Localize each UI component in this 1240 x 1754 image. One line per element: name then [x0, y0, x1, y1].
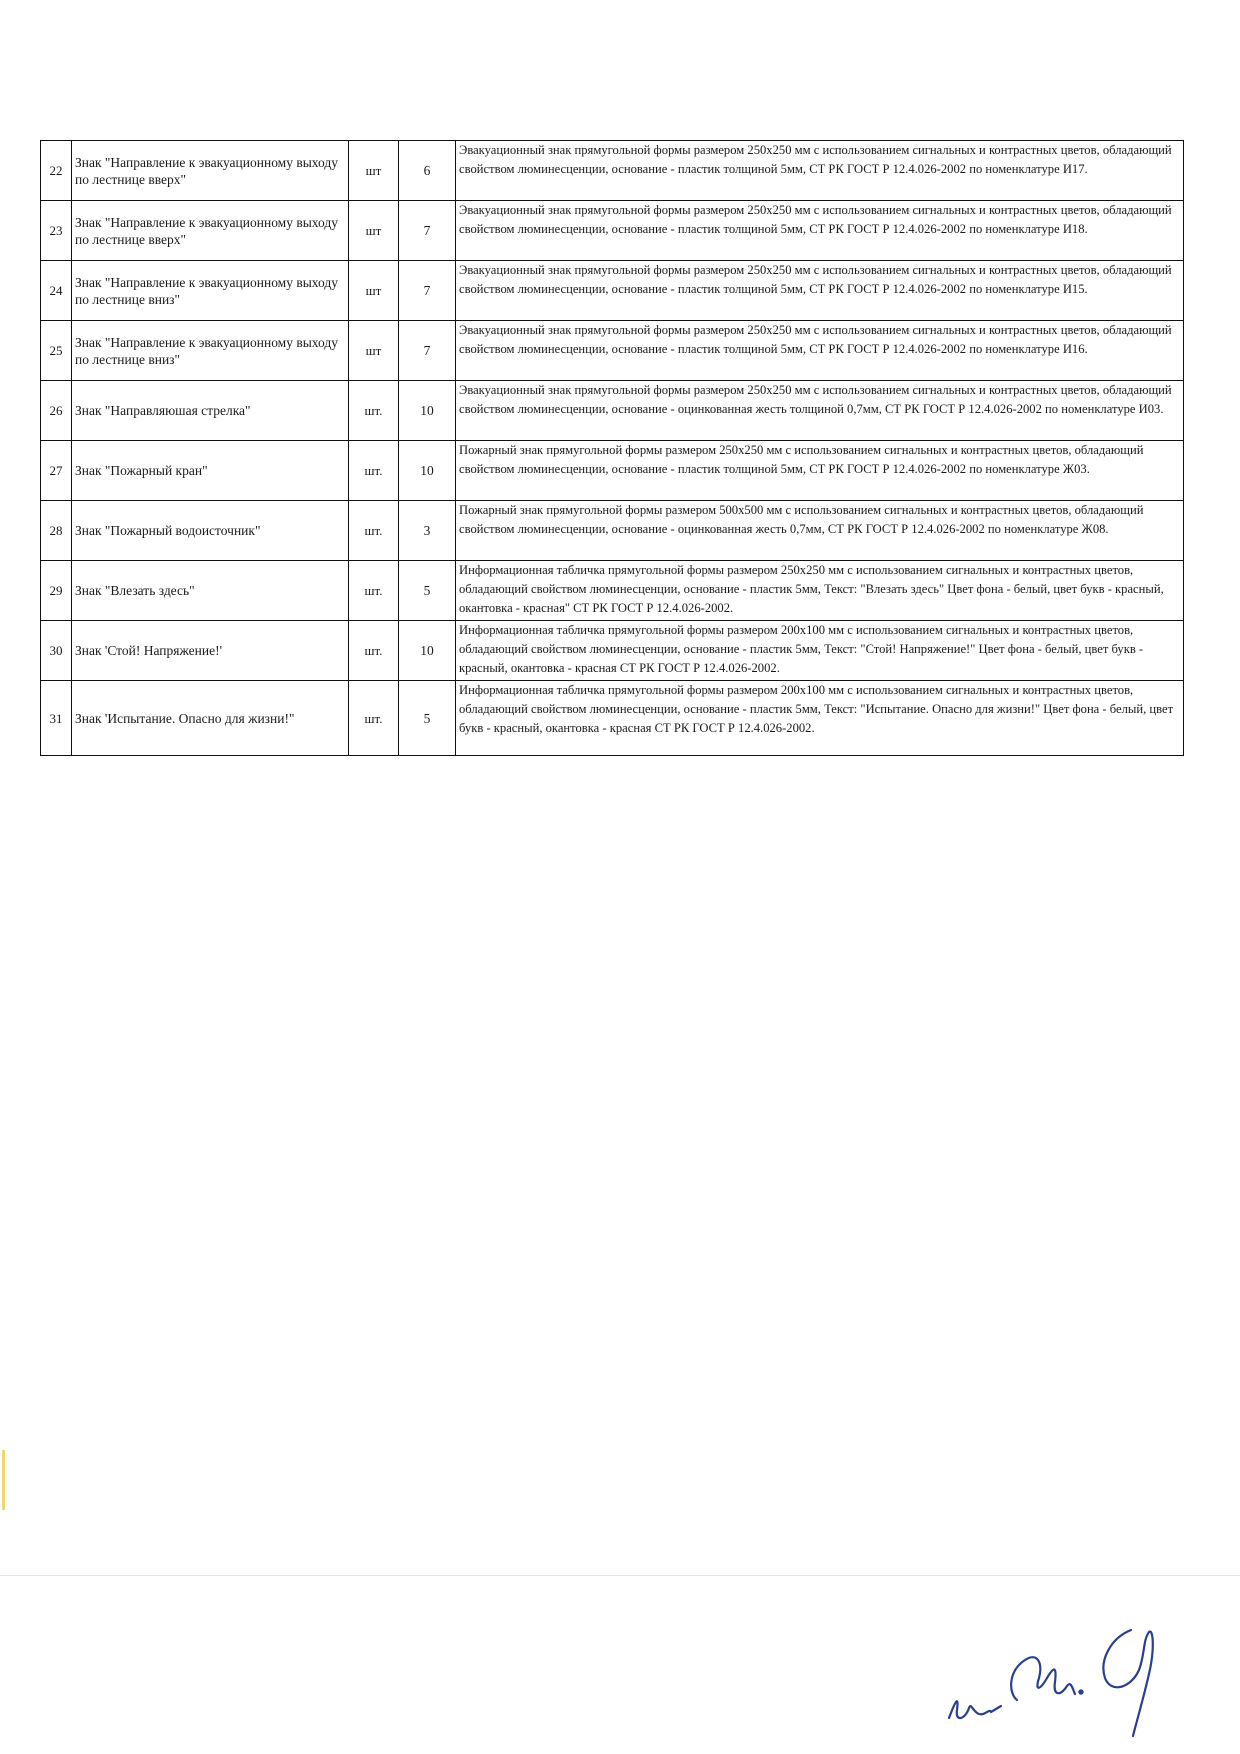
item-name: Знак "Направление к эвакуационному выходу по лестнице вниз": [72, 321, 349, 381]
quantity-cell: 5: [399, 561, 456, 621]
description-cell: Эвакуационный знак прямугольной формы размером 250х250 мм с использованием сигнальных и контрастных цветов, обладающий свойством люминесценции, основание - пластик толщиной 5мм, СТ РК ГОСТ Р 12.4.026-2002 по номенклатуре И18.: [456, 201, 1184, 261]
unit-cell: шт: [349, 321, 399, 381]
row-number: 30: [41, 621, 72, 681]
description-cell: Информационная табличка прямугольной формы размером 200х100 мм с использованием сигнальных и контрастных цветов, обладающий свойством люминесценции, основание - пластик 5мм, Текст: "Испытание. Опасно для жизни!" Цвет фона - белый, цвет букв - красный, окантовка - красная СТ РК ГОСТ Р 12.4.026-2002.: [456, 681, 1184, 756]
quantity-cell: 10: [399, 441, 456, 501]
quantity-cell: 10: [399, 621, 456, 681]
row-number: 24: [41, 261, 72, 321]
table-row: [41, 561, 1184, 621]
unit-cell: шт.: [349, 561, 399, 621]
table-row: [41, 501, 1184, 561]
unit-cell: шт.: [349, 621, 399, 681]
unit-cell: шт: [349, 141, 399, 201]
item-name: Знак "Влезать здесь": [72, 561, 349, 621]
table-row: [41, 141, 1184, 201]
quantity-cell: 3: [399, 501, 456, 561]
row-number: 25: [41, 321, 72, 381]
item-name: Знак "Пожарный кран": [72, 441, 349, 501]
unit-cell: шт: [349, 201, 399, 261]
description-cell: Эвакуационный знак прямугольной формы размером 250х250 мм с использованием сигнальных и контрастных цветов, обладающий свойством люминесценции, основание - пластик толщиной 5мм, СТ РК ГОСТ Р 12.4.026-2002 по номенклатуре И17.: [456, 141, 1184, 201]
unit-cell: шт.: [349, 501, 399, 561]
row-number: 28: [41, 501, 72, 561]
description-cell: Информационная табличка прямугольной формы размером 200х100 мм с использованием сигнальных и контрастных цветов, обладающий свойством люминесценции, основание - пластик 5мм, Текст: "Стой! Напряжение!" Цвет фона - белый, цвет букв - красный, окантовка - красная СТ РК ГОСТ Р 12.4.026-2002.: [456, 621, 1184, 681]
item-name: Знак "Направление к эвакуационному выходу по лестнице вверх": [72, 141, 349, 201]
quantity-cell: 5: [399, 681, 456, 756]
table-row: [41, 201, 1184, 261]
handwritten-signature: [935, 1590, 1195, 1740]
table-row: [41, 441, 1184, 501]
quantity-cell: 7: [399, 261, 456, 321]
unit-cell: шт.: [349, 381, 399, 441]
row-number: 29: [41, 561, 72, 621]
row-number: 22: [41, 141, 72, 201]
quantity-cell: 7: [399, 321, 456, 381]
table-row: [41, 261, 1184, 321]
scan-edge-mark: [2, 1450, 5, 1510]
quantity-cell: 10: [399, 381, 456, 441]
description-cell: Пожарный знак прямугольной формы размером 250х250 мм с использованием сигнальных и контрастных цветов, обладающий свойством люминесценции, основание - пластик толщиной 5мм, СТ РК ГОСТ Р 12.4.026-2002 по номенклатуре Ж03.: [456, 441, 1184, 501]
quantity-cell: 6: [399, 141, 456, 201]
description-cell: Информационная табличка прямугольной формы размером 250х250 мм с использованием сигнальных и контрастных цветов, обладающий свойством люминесценции, основание - пластик 5мм, Текст: "Влезать здесь" Цвет фона - белый, цвет букв - красный, окантовка - красная" СТ РК ГОСТ Р 12.4.026-2002.: [456, 561, 1184, 621]
unit-cell: шт.: [349, 441, 399, 501]
item-name: Знак "Направление к эвакуационному выходу по лестнице вверх": [72, 201, 349, 261]
specification-table: [40, 140, 1184, 756]
description-cell: Эвакуационный знак прямугольной формы размером 250х250 мм с использованием сигнальных и контрастных цветов, обладающий свойством люминесценции, основание - оцинкованная жесть толщиной 0,7мм, СТ РК ГОСТ Р 12.4.026-2002 по номенклатуре И03.: [456, 381, 1184, 441]
row-number: 27: [41, 441, 72, 501]
item-name: Знак 'Испытание. Опасно для жизни!": [72, 681, 349, 756]
item-name: Знак "Пожарный водоисточник": [72, 501, 349, 561]
description-cell: Эвакуационный знак прямугольной формы размером 250х250 мм с использованием сигнальных и контрастных цветов, обладающий свойством люминесценции, основание - пластик толщиной 5мм, СТ РК ГОСТ Р 12.4.026-2002 по номенклатуре И16.: [456, 321, 1184, 381]
item-name: Знак "Направляюшая стрелка": [72, 381, 349, 441]
quantity-cell: 7: [399, 201, 456, 261]
description-cell: Эвакуационный знак прямугольной формы размером 250х250 мм с использованием сигнальных и контрастных цветов, обладающий свойством люминесценции, основание - пластик толщиной 5мм, СТ РК ГОСТ Р 12.4.026-2002 по номенклатуре И15.: [456, 261, 1184, 321]
unit-cell: шт.: [349, 681, 399, 756]
table-row: [41, 321, 1184, 381]
scan-fold-line: [0, 1575, 1240, 1576]
table-row: [41, 381, 1184, 441]
item-name: Знак 'Стой! Напряжение!': [72, 621, 349, 681]
table-row: [41, 621, 1184, 681]
table-row: [41, 681, 1184, 756]
unit-cell: шт: [349, 261, 399, 321]
description-cell: Пожарный знак прямугольной формы размером 500х500 мм с использованием сигнальных и контрастных цветов, обладающий свойством люминесценции, основание - оцинкованная жесть 0,7мм, СТ РК ГОСТ Р 12.4.026-2002 по номенклатуре Ж08.: [456, 501, 1184, 561]
row-number: 23: [41, 201, 72, 261]
item-name: Знак "Направление к эвакуационному выходу по лестнице вниз": [72, 261, 349, 321]
row-number: 31: [41, 681, 72, 756]
row-number: 26: [41, 381, 72, 441]
